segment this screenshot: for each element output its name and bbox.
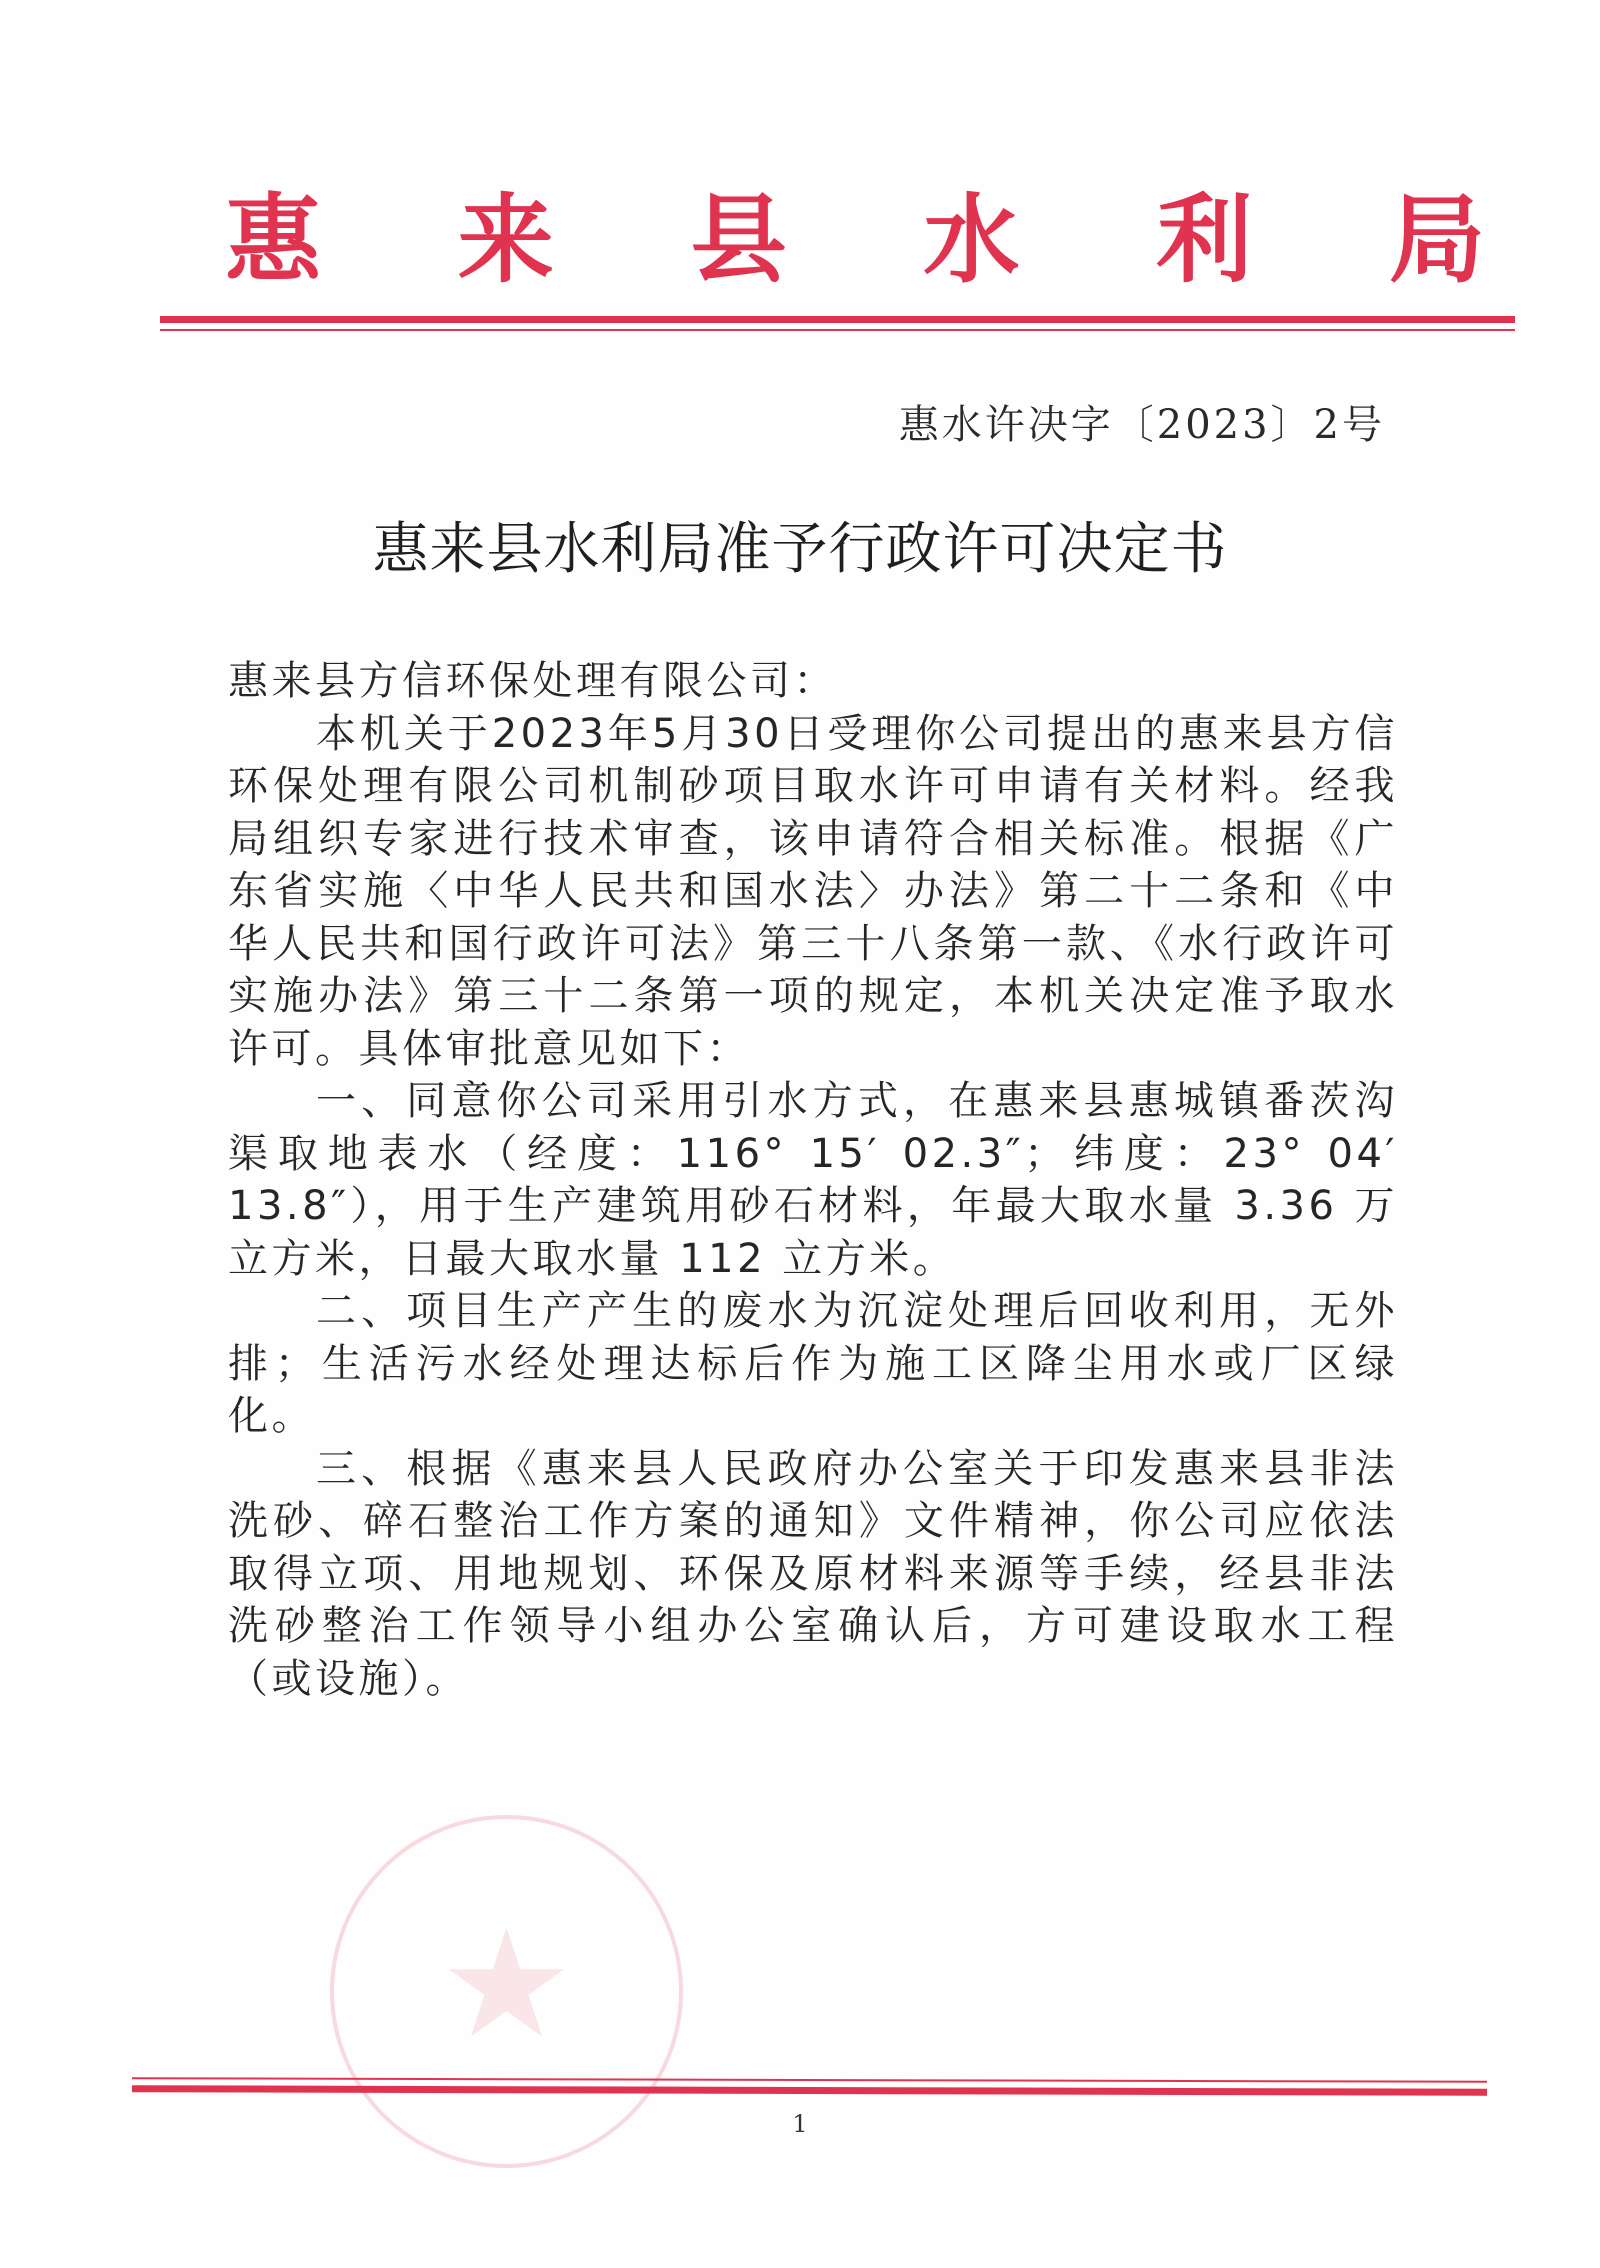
salutation: 惠来县方信环保处理有限公司： xyxy=(228,658,837,704)
paragraph-item-2: 二、项目生产产生的废水为沉淀处理后回收利用，无外排；生活污水经处理达标后作为施工区降尘用水或厂区绿化。 xyxy=(228,1288,1398,1439)
paragraph-intro: 本机关于2023年5月30日受理你公司提出的惠来县方信环保处理有限公司机制砂项目取水许可申请有关材料。经我局组织专家进行技术审查，该申请符合相关标准。根据《广东省实施〈中华人民共和国水法〉办法》第二十二条和《中华人民共和国行政许可法》第三十八条第一款、《水行政许可实施办法》第三十二条第一项的规定，本机关决定准予取水许可。具体审批意见如下： xyxy=(228,710,1398,1072)
masthead-char: 水 xyxy=(923,183,1020,296)
paragraph-item-1: 一、同意你公司采用引水方式，在惠来县惠城镇番茨沟渠取地表水（经度：116° 15′ 02.3″；纬度：23° 04′ 13.8″），用于生产建筑用砂石材料，年最大取水量 3.36 万立方米，日最大取水量 112 立方米。 xyxy=(228,1078,1398,1282)
footer-rule-thick xyxy=(132,2085,1487,2096)
header-rule-thin xyxy=(160,329,1515,331)
masthead-char: 县 xyxy=(690,183,787,296)
header-rule-thick xyxy=(160,316,1515,323)
masthead-char: 利 xyxy=(1156,183,1253,296)
masthead xyxy=(225,185,1485,295)
masthead-char: 惠 xyxy=(225,183,321,296)
footer-rule-thin xyxy=(132,2077,1487,2083)
star-icon: ★ xyxy=(439,1897,574,2072)
document-number: 惠水许决字〔2023〕2号 xyxy=(898,402,1385,448)
paragraph-item-3: 三、根据《惠来县人民政府办公室关于印发惠来县非法洗砂、碎石整治工作方案的通知》文件精神，你公司应依法取得立项、用地规划、环保及原材料来源等手续，经县非法洗砂整治工作领导小组办公室确认后，方可建设取水工程（或设施）。 xyxy=(228,1445,1398,1702)
masthead-char: 局 xyxy=(1388,183,1485,296)
page-number: 1 xyxy=(792,2110,808,2138)
masthead-char: 来 xyxy=(457,183,554,296)
document-body xyxy=(228,655,1398,1705)
document-title: 惠来县水利局准予行政许可决定书 xyxy=(372,517,1228,582)
